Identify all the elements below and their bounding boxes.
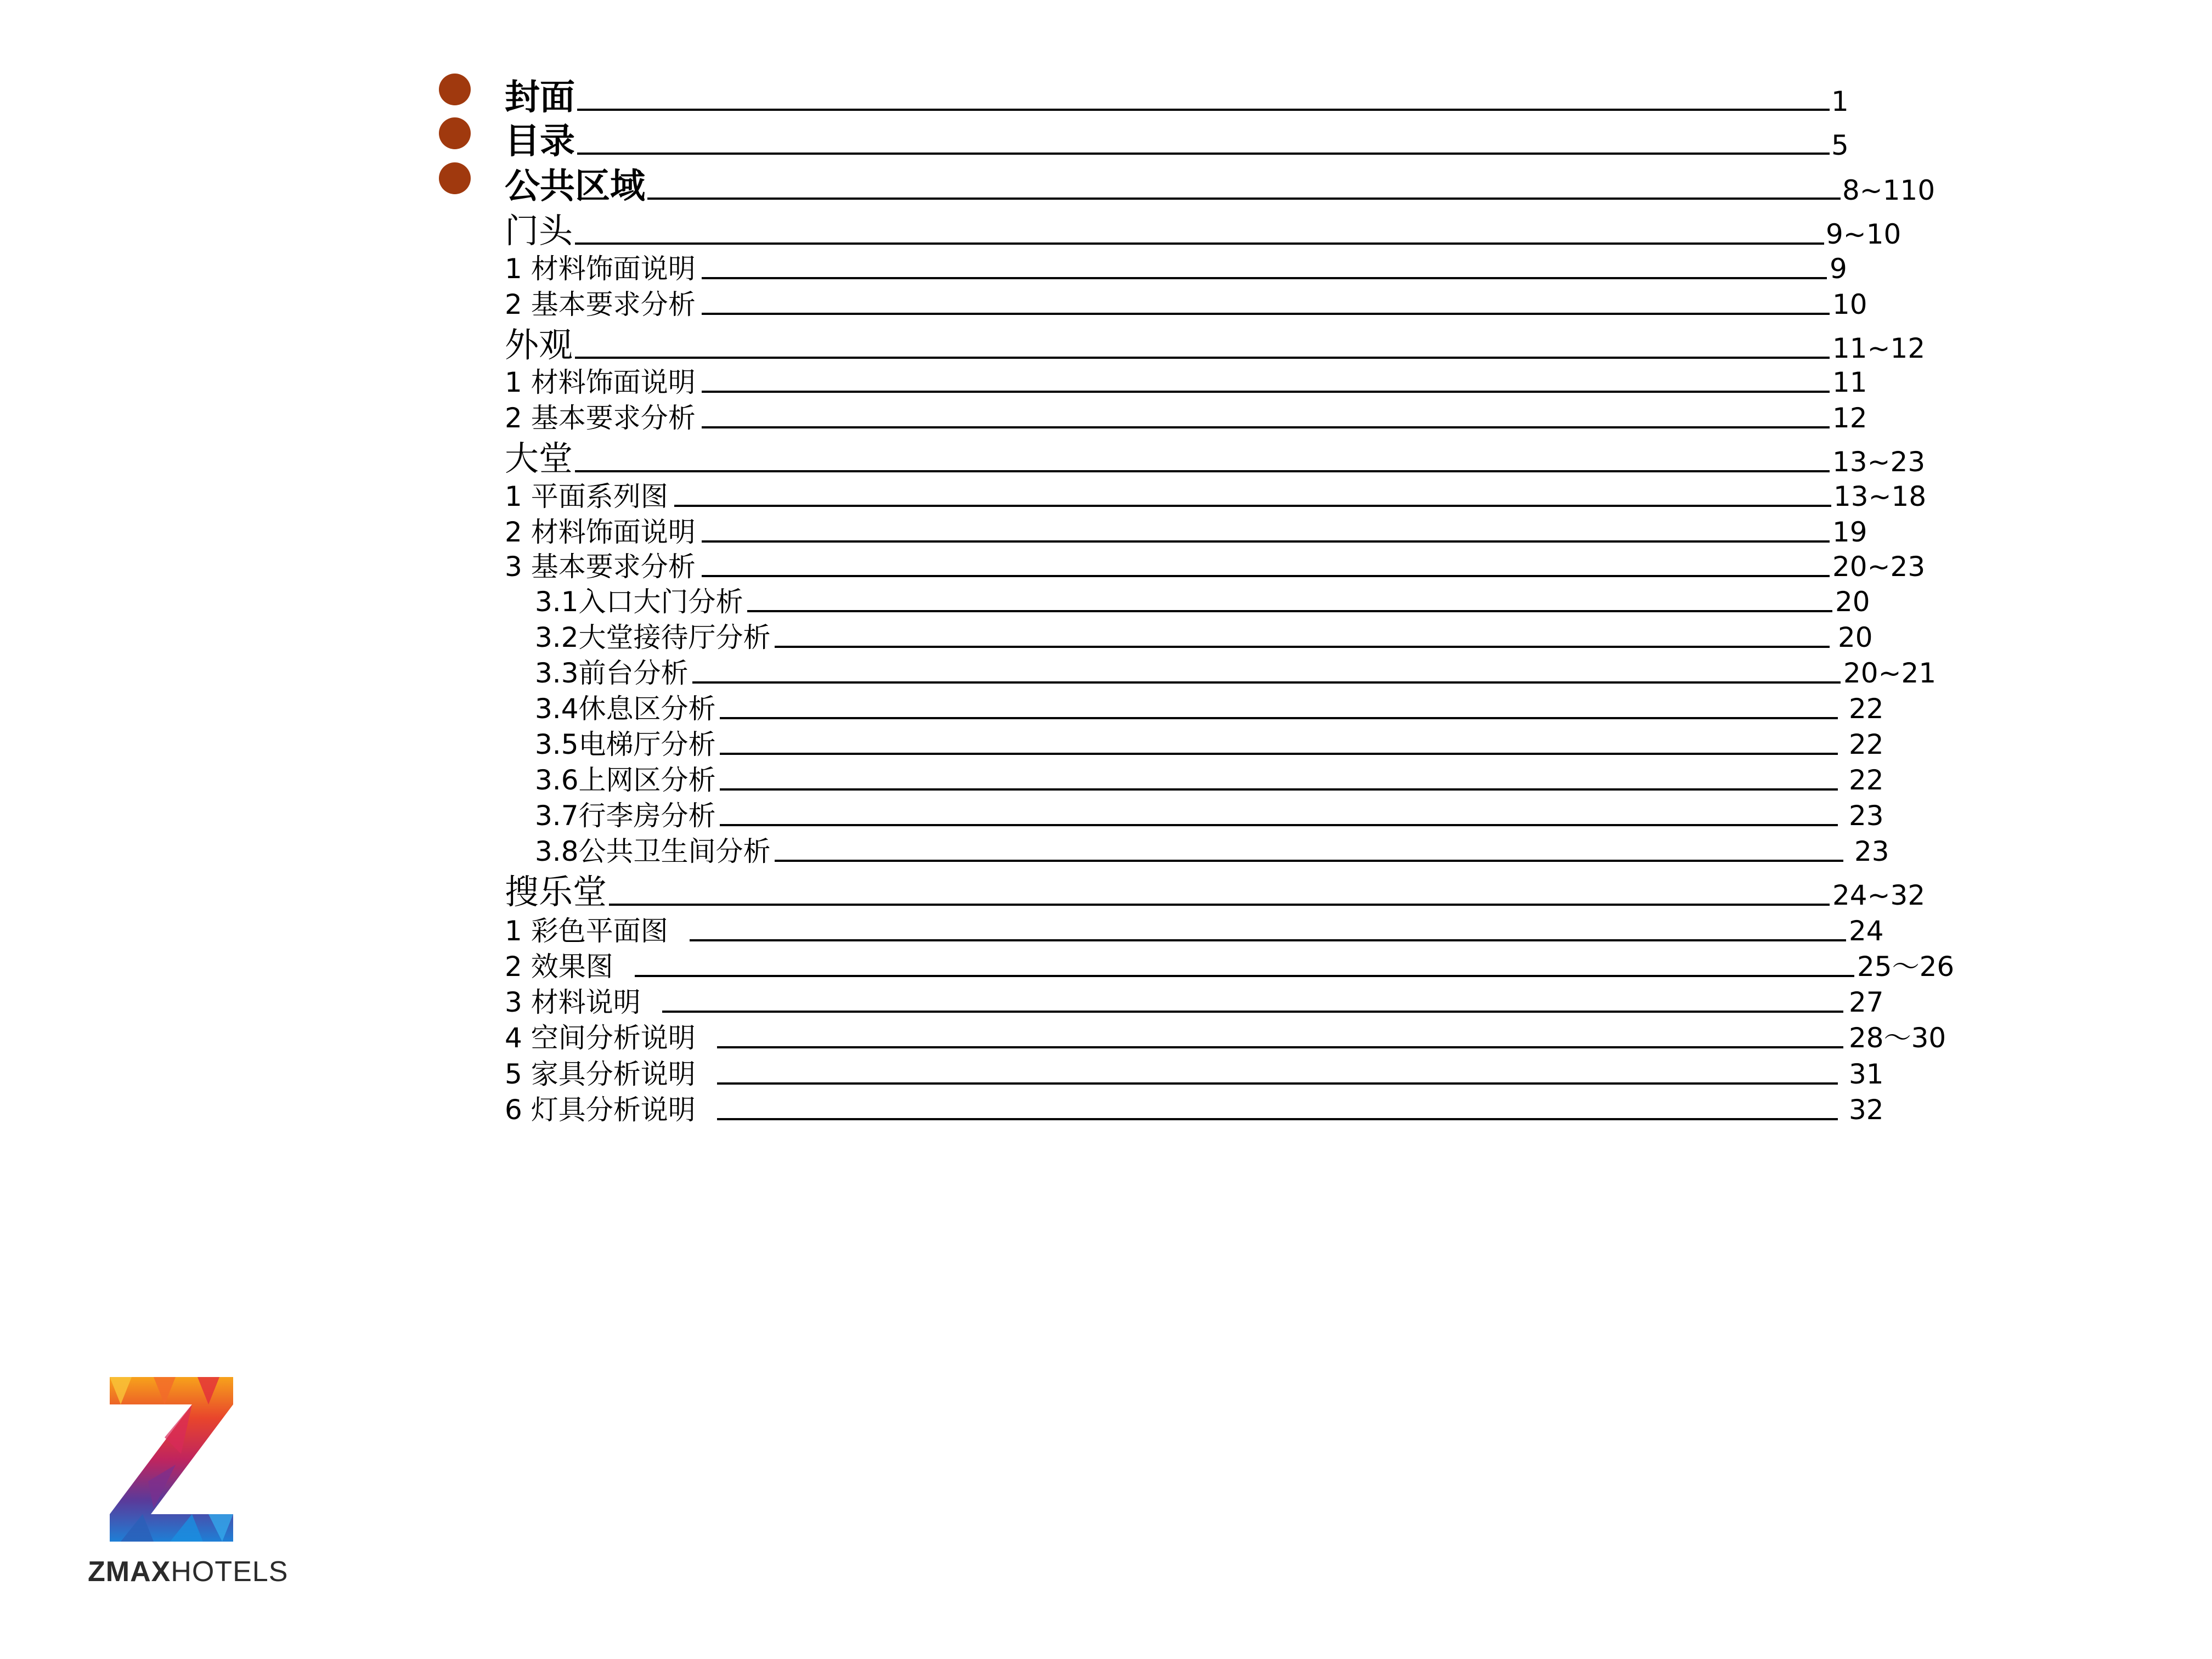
toc-entry-label: 搜乐堂 bbox=[505, 872, 607, 912]
toc-entry-label: 1 材料饰面说明 bbox=[505, 253, 696, 285]
toc-entry-label: 3.6上网区分析 bbox=[535, 764, 716, 796]
brand-name-light: HOTELS bbox=[171, 1556, 289, 1588]
toc-entry-label: 外观 bbox=[505, 325, 573, 365]
toc-leader-line bbox=[702, 426, 1830, 428]
toc-entry-label: 3.7行李房分析 bbox=[535, 800, 716, 832]
toc-entry-page: 25～26 bbox=[1857, 951, 1955, 983]
toc-entry-page: 11~12 bbox=[1832, 332, 1926, 364]
toc-entry-page: 8~110 bbox=[1842, 174, 1936, 206]
toc-entry-label: 3.5电梯厅分析 bbox=[535, 729, 716, 760]
zmax-hotels-logo bbox=[88, 1372, 289, 1602]
toc-entry-page: 20 bbox=[1838, 622, 1873, 653]
toc-entry[interactable] bbox=[0, 163, 2212, 207]
toc-entry-page: 19 bbox=[1832, 516, 1867, 548]
toc-leader-line bbox=[647, 198, 1841, 200]
z-logo-icon bbox=[99, 1372, 241, 1547]
toc-entry-label: 封面 bbox=[505, 77, 575, 118]
toc-entry-page: 32 bbox=[1849, 1094, 1884, 1126]
toc-entry-label: 目录 bbox=[505, 121, 575, 162]
brand-name-bold: ZMAX bbox=[88, 1556, 171, 1588]
toc-entry-label: 2 材料饰面说明 bbox=[505, 516, 696, 548]
toc-entry[interactable] bbox=[0, 119, 2212, 162]
toc-entry-label: 3.8公共卫生间分析 bbox=[535, 836, 771, 867]
toc-entry-page: 5 bbox=[1831, 129, 1849, 161]
toc-leader-line bbox=[775, 860, 1844, 862]
bullet-icon bbox=[439, 74, 471, 105]
brand-name bbox=[88, 1555, 288, 1588]
bullet-icon bbox=[439, 162, 471, 194]
toc-entry-page: 23 bbox=[1854, 836, 1889, 867]
toc-entry-page: 20~23 bbox=[1832, 551, 1926, 583]
toc-entry-page: 22 bbox=[1849, 693, 1884, 725]
toc-entry-label: 2 基本要求分析 bbox=[505, 289, 696, 320]
toc-leader-line bbox=[577, 153, 1830, 155]
toc-entry-page: 11 bbox=[1832, 366, 1867, 398]
toc-entry-page: 9~10 bbox=[1826, 218, 1901, 250]
toc-entry-label: 3 基本要求分析 bbox=[505, 551, 696, 583]
bullet-icon bbox=[439, 117, 471, 149]
toc-entry-label: 6 灯具分析说明 bbox=[505, 1094, 696, 1126]
toc-entry-label: 1 平面系列图 bbox=[505, 481, 668, 512]
toc-entry-label: 3.4休息区分析 bbox=[535, 693, 716, 725]
toc-entry-page: 24 bbox=[1849, 915, 1884, 947]
toc-entry-page: 1 bbox=[1831, 86, 1849, 117]
toc-leader-line bbox=[702, 313, 1830, 315]
toc-entry-label: 2 效果图 bbox=[505, 951, 613, 983]
toc-entry[interactable] bbox=[0, 278, 2212, 321]
toc-entry-label: 4 空间分析说明 bbox=[505, 1022, 696, 1054]
toc-entry-label: 1 彩色平面图 bbox=[505, 915, 668, 947]
toc-entry-label: 公共区域 bbox=[505, 166, 645, 207]
toc-entry[interactable] bbox=[0, 75, 2212, 119]
toc-entry-page: 20 bbox=[1835, 586, 1870, 618]
toc-entry-page: 24~32 bbox=[1832, 879, 1926, 911]
toc-entry-page: 27 bbox=[1849, 986, 1884, 1018]
toc-entry-label: 大堂 bbox=[505, 438, 573, 478]
toc-entry-page: 10 bbox=[1832, 289, 1867, 320]
toc-entry-page: 23 bbox=[1849, 800, 1884, 832]
toc-entry-label: 3.2大堂接待厅分析 bbox=[535, 622, 771, 653]
toc-entry-page: 22 bbox=[1849, 764, 1884, 796]
toc-entry-page: 12 bbox=[1832, 402, 1867, 434]
toc-entry-page: 13~18 bbox=[1833, 481, 1927, 512]
toc-entry-page: 31 bbox=[1849, 1058, 1884, 1090]
toc-entry-page: 28～30 bbox=[1849, 1022, 1946, 1054]
toc-entry-label: 3.3前台分析 bbox=[535, 657, 689, 689]
toc-entry-label: 门头 bbox=[505, 211, 573, 251]
toc-entry[interactable] bbox=[0, 1083, 2212, 1127]
toc-entry-page: 20~21 bbox=[1843, 657, 1937, 689]
toc-entry[interactable] bbox=[0, 825, 2212, 868]
toc-entry-page: 9 bbox=[1830, 253, 1847, 285]
toc-entry-label: 5 家具分析说明 bbox=[505, 1058, 696, 1090]
toc-entry[interactable] bbox=[0, 391, 2212, 435]
toc-entry-label: 3.1入口大门分析 bbox=[535, 586, 743, 618]
toc-entry-page: 22 bbox=[1849, 729, 1884, 760]
toc-entry-label: 3 材料说明 bbox=[505, 986, 641, 1018]
toc-entry-page: 13~23 bbox=[1832, 446, 1926, 478]
toc-entry-label: 2 基本要求分析 bbox=[505, 402, 696, 434]
toc-leader-line bbox=[717, 1118, 1838, 1120]
toc-leader-line bbox=[577, 109, 1830, 111]
toc-entry-label: 1 材料饰面说明 bbox=[505, 366, 696, 398]
